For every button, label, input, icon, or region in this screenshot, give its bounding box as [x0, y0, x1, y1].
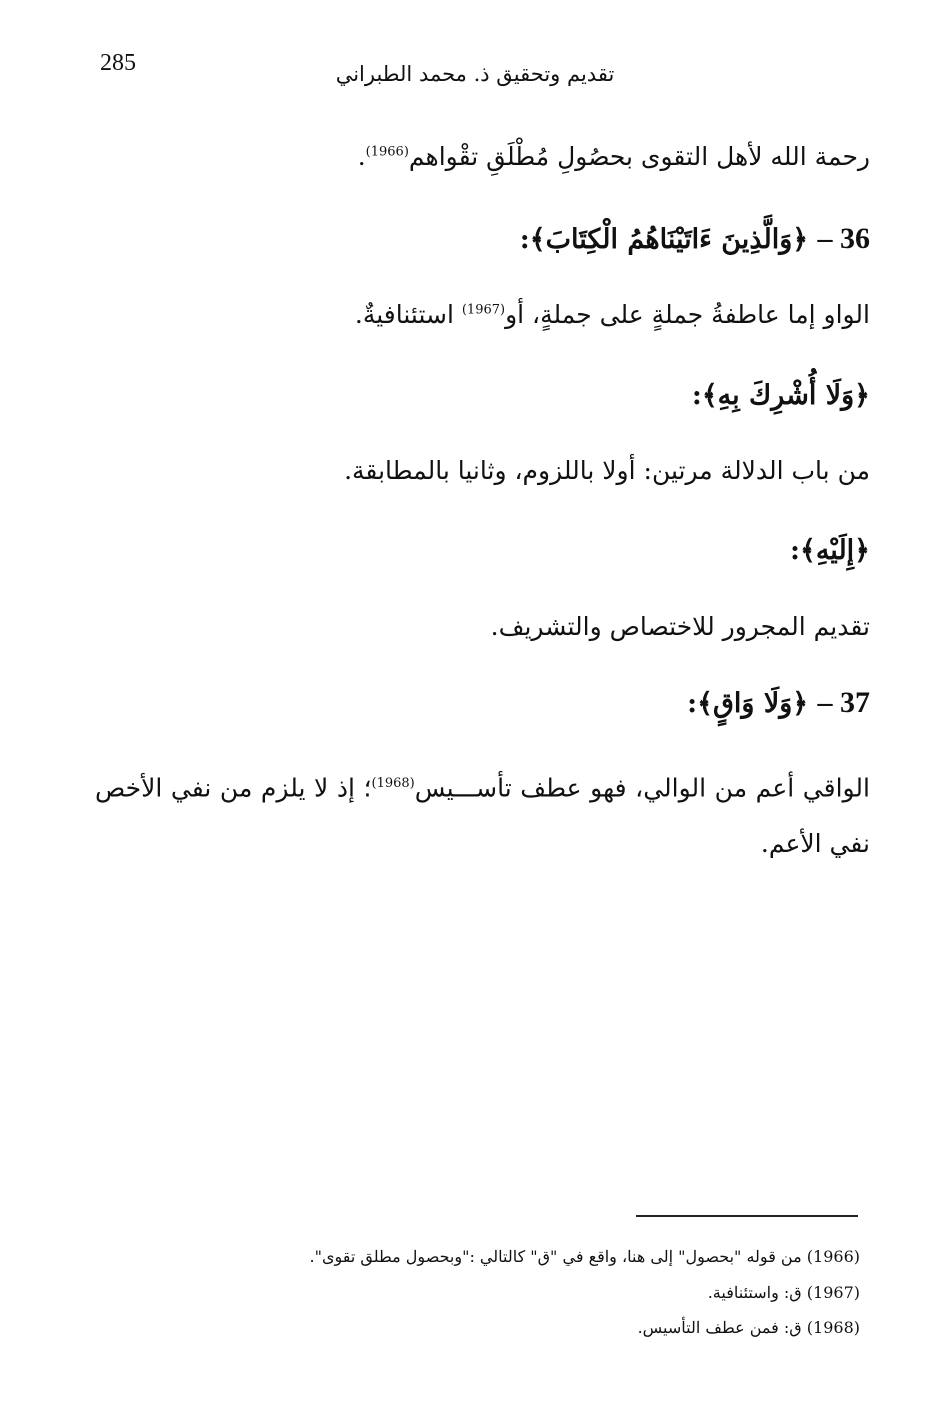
line1-end: .: [357, 142, 366, 171]
verse-36-number: 36 –: [817, 222, 870, 255]
quote-3: ﴿إِلَيْهِ﴾: [800, 535, 870, 566]
line3-text-b: استئنافيةٌ.: [354, 300, 462, 329]
footnote-separator: [636, 1215, 858, 1217]
body-line-3: [355, 300, 870, 329]
verse-36-heading: [520, 222, 870, 256]
footnote-1968: [638, 1318, 860, 1337]
body-line-5: من باب الدلالة مرتين: أولا باللزوم، وثانيا بالمطابقة.: [344, 456, 870, 485]
verse-37-number: 37 –: [817, 686, 870, 719]
paragraph-waqi: [95, 756, 870, 872]
verse-36-colon: :: [519, 224, 530, 255]
footnote-text: ق: واستئنافية.: [707, 1283, 802, 1302]
footnote-ref-1968: (1968): [371, 776, 415, 791]
verse-36-quote: ﴿وَالَّذِينَ ءَاتَيْنَاهُمُ الْكِتَابَ﴾: [529, 224, 809, 255]
footnote-1966: [310, 1247, 860, 1266]
footnote-text: ق: فمن عطف التأسيس.: [637, 1318, 802, 1337]
footnote-number: (1966): [806, 1247, 860, 1266]
body-line-7: تقديم المجرور للاختصاص والتشريف.: [490, 612, 870, 641]
footnote-ref-1966: (1966): [365, 144, 409, 160]
footnote-ref-1967: (1967): [461, 302, 506, 318]
quote-2-colon: :: [691, 380, 702, 411]
line3-text-a: الواو إما عاطفةُ جملةٍ على جملةٍ، أو: [505, 300, 870, 329]
line1-text: رحمة الله لأهل التقوى بحصُولِ مُطْلَقِ تقْواهم: [408, 142, 870, 171]
verse-37-heading: [687, 686, 870, 720]
para-text-a: الواقي أعم من الوالي، فهو عطف تأســـيس: [414, 773, 870, 803]
para-text-b: ؛ إذ لا يلزم من نفي الأخص نفي الأعم.: [95, 773, 870, 859]
running-title: تقديم وتحقيق ذ. محمد الطبراني: [335, 62, 615, 86]
footnote-number: (1967): [806, 1283, 860, 1302]
footnote-1967: [708, 1283, 860, 1302]
quote-3-colon: :: [790, 535, 800, 566]
body-line-1: [358, 142, 870, 171]
page-number: 285: [100, 50, 136, 76]
quote-wala-ushrika: [692, 380, 870, 411]
footnote-number: (1968): [806, 1318, 860, 1337]
quote-ilayhi: [790, 535, 870, 566]
verse-37-quote: ﴿وَلَا وَاقٍ﴾: [697, 688, 809, 719]
quote-2: ﴿وَلَا أُشْرِكَ بِهِ﴾: [701, 380, 870, 411]
footnote-text: من قوله "بحصول" إلى هنا، واقع في "ق" كالتالي :"وبحصول مطلق تقوى".: [309, 1247, 802, 1266]
verse-37-colon: :: [687, 688, 698, 719]
